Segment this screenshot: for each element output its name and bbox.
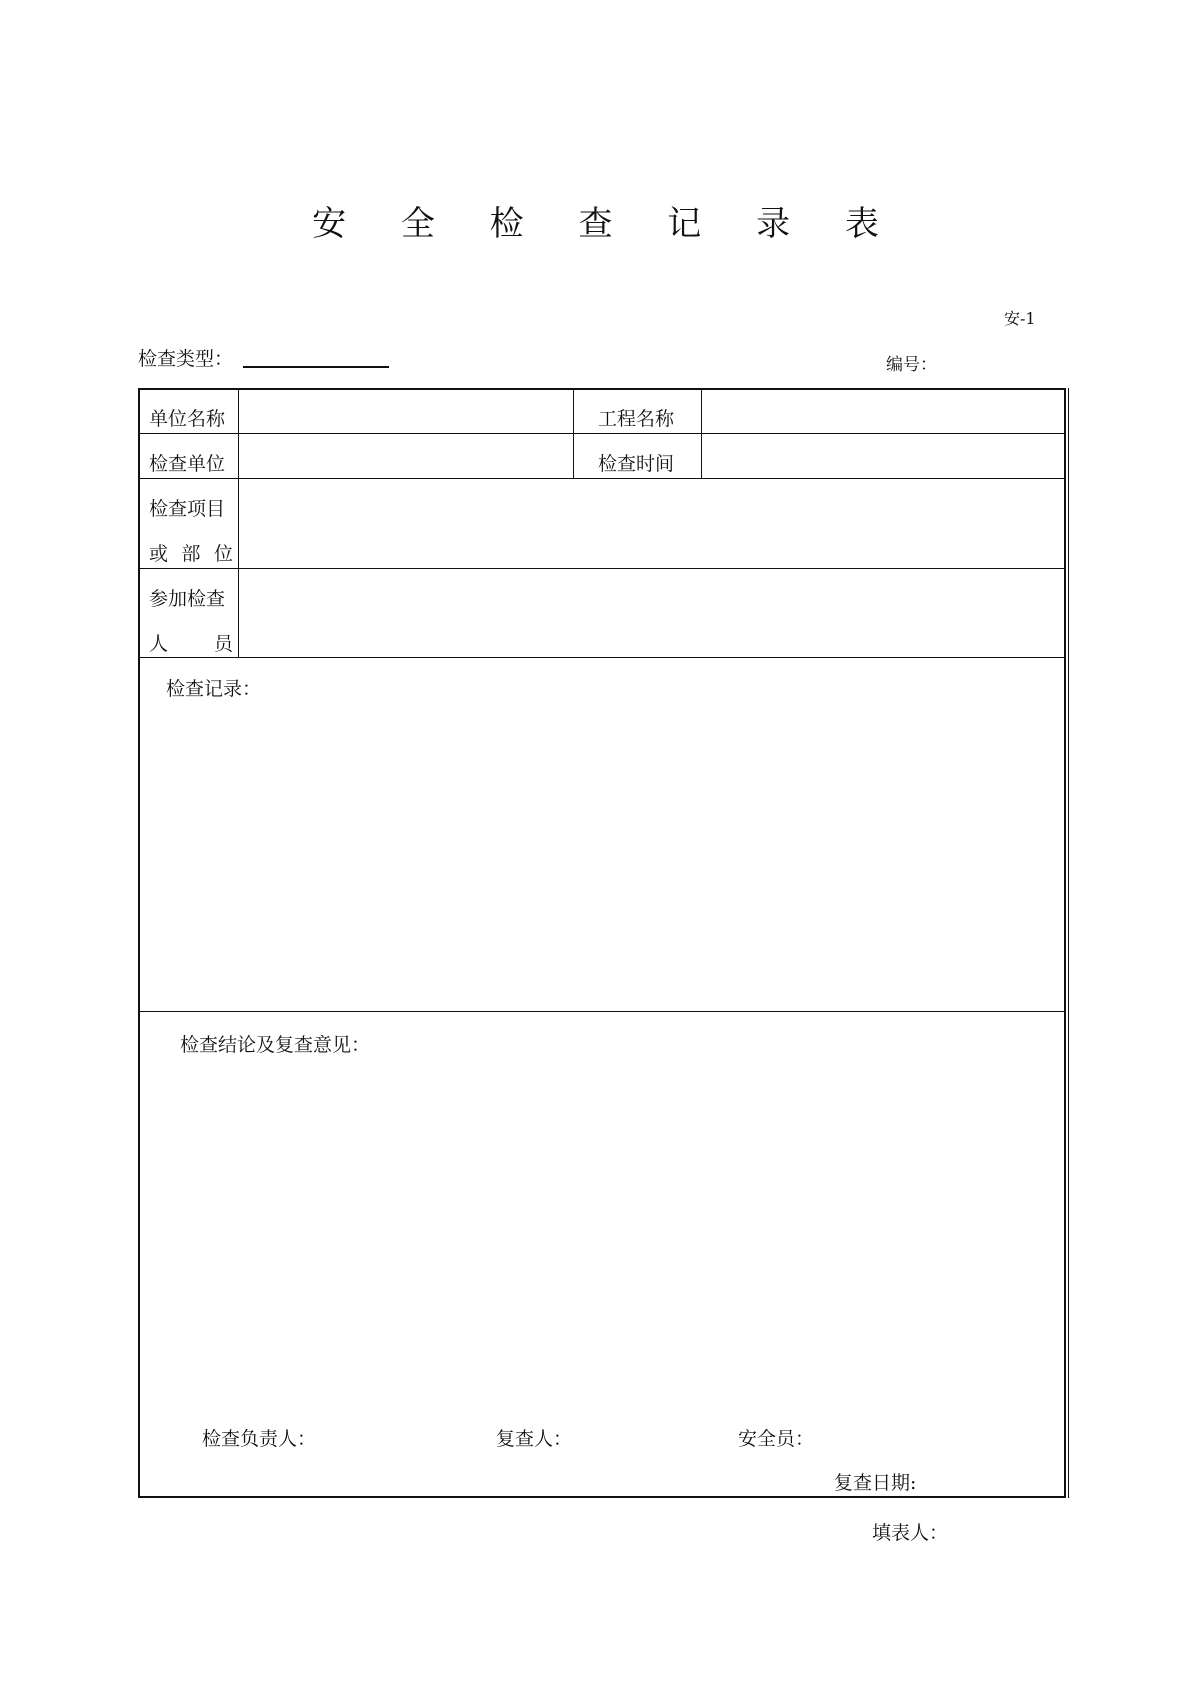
inspection-type-blank[interactable] — [243, 366, 389, 368]
review-date-label: 复查日期: — [834, 1472, 917, 1494]
safety-officer-label: 安全员： — [738, 1428, 815, 1450]
row-divider — [138, 657, 1066, 658]
label-char: 员 — [213, 633, 233, 655]
row-divider — [138, 478, 1066, 479]
inspection-table — [138, 388, 1066, 1498]
participants-label-line2 — [149, 629, 233, 656]
label-char: 部 — [181, 543, 201, 565]
label-char: 位 — [213, 543, 233, 565]
label-char: 人 — [149, 633, 169, 655]
inspection-record-label: 检查记录： — [166, 678, 262, 700]
label-char: 或 — [149, 543, 169, 565]
participants-label-line1: 参加检查 — [149, 588, 226, 610]
form-code: 安-1 — [1004, 309, 1036, 328]
conclusion-label: 检查结论及复查意见： — [180, 1034, 371, 1056]
row-divider — [138, 1011, 1066, 1012]
inspection-time-label: 检查时间 — [598, 453, 675, 475]
row-divider — [138, 433, 1066, 434]
inspection-item-label-line2 — [149, 539, 233, 566]
project-name-label: 工程名称 — [598, 408, 675, 430]
row-divider — [138, 568, 1066, 569]
reviewer-label: 复查人： — [496, 1428, 573, 1450]
column-divider — [573, 388, 574, 478]
inspection-unit-label: 检查单位 — [149, 453, 226, 475]
form-number-label: 编号： — [886, 355, 937, 375]
form-title: 安 全 检 查 记 录 表 — [312, 204, 901, 244]
unit-name-label: 单位名称 — [149, 408, 226, 430]
column-divider — [701, 388, 702, 478]
column-divider — [238, 388, 239, 657]
inspection-type-label: 检查类型： — [138, 348, 234, 370]
form-filler-label: 填表人： — [872, 1522, 949, 1544]
table-right-double-edge — [1068, 388, 1069, 1498]
inspection-leader-label: 检查负责人： — [202, 1428, 317, 1450]
inspection-item-label-line1: 检查项目 — [149, 498, 226, 520]
